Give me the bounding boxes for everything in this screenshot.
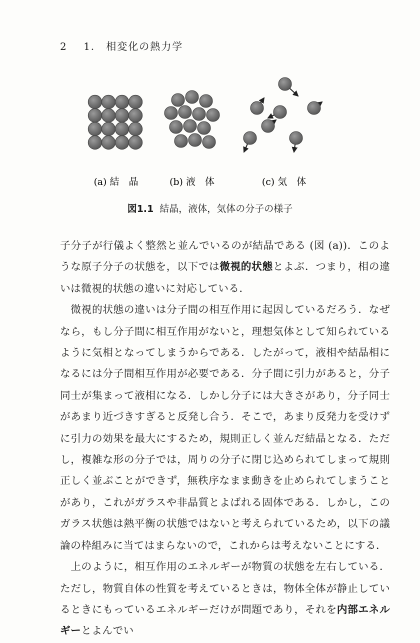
caption-label: 図1.1	[127, 204, 154, 215]
text-run: 上のように，相互作用のエネルギーが物質の状態を左右している．ただし，物質自体の性質を考えているときは，物体全体が静止しているときにもっているエネルギーだけが問題であり，それを	[60, 561, 390, 616]
molecule	[88, 136, 102, 150]
molecule	[189, 134, 202, 147]
panel-label-gas: (c) 気 体	[261, 177, 307, 188]
molecule	[88, 109, 102, 123]
panel-label-crystal: (a) 結 晶	[93, 177, 139, 188]
molecule	[102, 136, 116, 150]
molecule	[88, 95, 102, 109]
molecule	[129, 109, 143, 123]
text-run: 微視的状態の違いは分子間の相互作用に起因しているだろう．なぜなら，もし分子間に相互作用がないと，理想気体として知られているように気相となってしまうからである．したがって，液相や結晶相になるには分子間相互作用が必要である．分子間に引力があると，分子同士が集まって液相になる．しかし分子には大きさがあり，分子同士があまり近づきすぎると反発し合う．そこで，あまり反発力を受けずに引力の効果を最大にするため，規則正しく並んだ結晶となる．ただし，複雑な形の分子では，周りの分子に閉じ込められてしまって規則正しく並ぶことができず，無秩序なまま動きを止められてしまうことがあり，これがガラスや非晶質とよばれる固体である．しかし，このガラス状態は熱平衡の状態ではないと考えられているため，以下の議論の枠組みに当てはまらないので，これからは考えないことにする．	[60, 304, 390, 552]
molecule	[170, 121, 183, 134]
crystal-panel	[88, 95, 142, 149]
molecule	[193, 108, 206, 121]
molecule	[184, 120, 197, 133]
molecule	[186, 91, 199, 104]
molecule	[102, 109, 116, 123]
molecule	[244, 132, 257, 145]
paragraph	[60, 236, 390, 300]
molecule	[129, 122, 143, 136]
molecule	[115, 95, 129, 109]
molecule	[279, 78, 292, 91]
molecule	[115, 109, 129, 123]
molecule	[129, 136, 143, 150]
molecule	[102, 122, 116, 136]
molecule	[179, 106, 192, 119]
molecule	[200, 95, 213, 108]
molecule	[88, 122, 102, 136]
molecule	[274, 106, 287, 119]
molecule	[308, 102, 321, 115]
molecule	[251, 102, 264, 115]
page-number: 2	[60, 42, 68, 53]
body-text	[60, 236, 390, 643]
molecule	[198, 122, 211, 135]
bold-term: 内部エネルギー	[60, 603, 390, 638]
liquid-panel	[165, 91, 220, 149]
molecule	[172, 94, 185, 107]
panel-label-liquid: (b) 液 体	[169, 177, 215, 188]
text-run: とよんでい	[81, 625, 134, 638]
running-header	[60, 38, 183, 53]
caption-text: 結晶，液体，気体の分子の様子	[159, 204, 293, 215]
text-run: とよぶ．つまり，相の違いは微視的状態の違いに対応している．	[60, 261, 391, 295]
molecule	[115, 122, 129, 136]
figure-caption	[0, 201, 420, 215]
molecule	[165, 107, 178, 120]
bold-term: 微視的状態	[219, 261, 273, 274]
molecule	[129, 95, 143, 109]
molecule	[207, 109, 220, 122]
molecule	[115, 136, 129, 150]
chapter-title: 1. 相変化の熱力学	[83, 42, 184, 53]
molecule	[290, 132, 303, 145]
text-run: 子分子が行儀よく整然と並んでいるのが結晶である (図 (a))．このような原子分子の状態を，以下では	[60, 240, 390, 274]
molecule	[102, 95, 116, 109]
paragraph	[60, 300, 390, 557]
molecule	[203, 136, 216, 149]
gas-panel	[244, 78, 323, 153]
paragraph	[60, 557, 390, 643]
molecule	[175, 135, 188, 148]
molecule	[262, 120, 275, 133]
